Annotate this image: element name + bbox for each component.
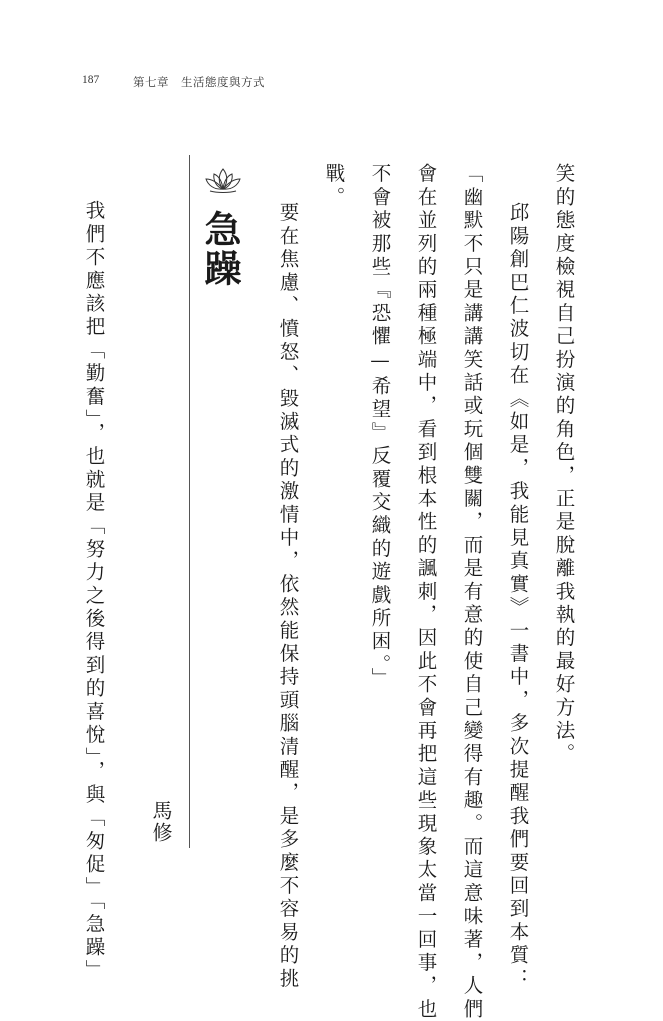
section-title: 急躁: [198, 210, 241, 288]
page-number: 187: [82, 74, 100, 86]
author-name: 馬修: [149, 800, 173, 844]
lotus-icon: [203, 166, 243, 194]
section-divider: [189, 155, 190, 848]
text-line-3: 「幽默不只是講講笑話或玩個雙關，而是有意的使自己變得有趣。而這意味著，人們: [460, 163, 484, 1021]
text-line-6: 戰。: [322, 163, 346, 210]
text-line-8: 我們不應該把「勤奮」，也就是「努力之後得到的喜悅」，與「匆促」「急躁」: [82, 200, 106, 983]
chapter-title: 第七章 生活態度與方式: [133, 77, 265, 89]
text-line-4: 會在並列的兩種極端中，看到根本性的諷刺，因此不會再把這些現象太當一回事，也: [414, 163, 438, 1021]
text-line-7: 要在焦慮、憤怒、毀滅式的激情中，依然能保持頭腦清醒，是多麼不容易的挑: [276, 202, 300, 991]
text-line-2: 邱陽創巴仁波切在《如是，我能見真實》一書中，多次提醒我們要回到本質：: [506, 202, 530, 991]
text-line-5: 不會被那些『恐懼—希望』反覆交織的遊戲所困。」: [368, 163, 392, 691]
text-line-1: 笑的態度檢視自己扮演的角色，正是脫離我執的最好方法。: [552, 163, 576, 767]
